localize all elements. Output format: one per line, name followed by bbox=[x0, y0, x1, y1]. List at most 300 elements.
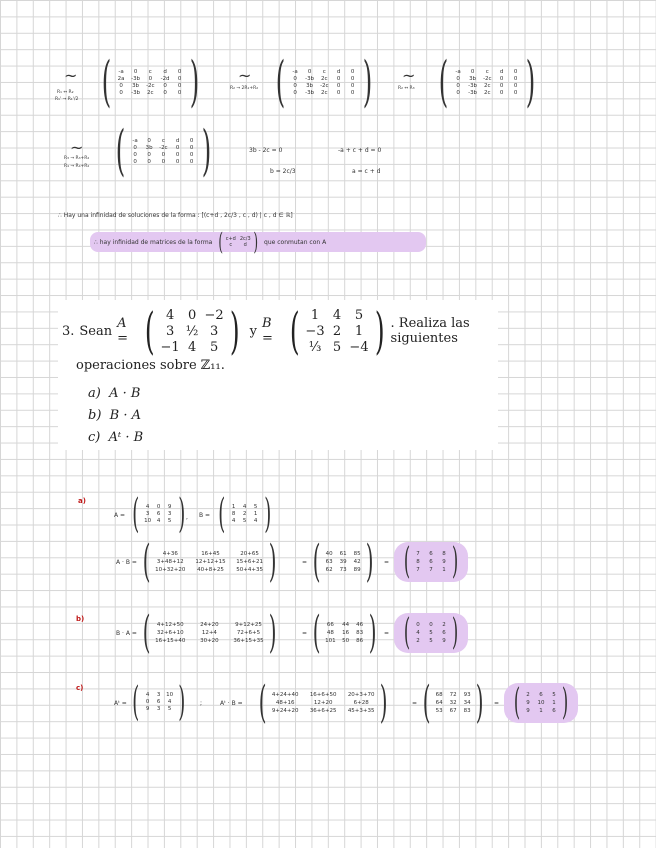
matrix-cell: 0 bbox=[429, 622, 433, 628]
matrix-cell: 6 bbox=[552, 708, 556, 714]
matrix-cell: 0 bbox=[133, 144, 137, 151]
matrix-cell: 0 bbox=[163, 82, 167, 89]
matrix-cell: 83 bbox=[356, 630, 364, 636]
sol-a-matrix-A-cells bbox=[144, 504, 174, 524]
matrix-a-printed: ( 4 0 −2 3 ½ 3 −1 4 5 ) bbox=[144, 302, 240, 360]
item-a-label: a) bbox=[88, 386, 101, 401]
row-op-2: R₂ → 2R₁+R₂ bbox=[230, 86, 259, 91]
matrix-cell: 0 bbox=[293, 89, 297, 96]
matrix-cell: 0 bbox=[177, 82, 182, 89]
sol-c-separator: ; bbox=[200, 700, 203, 707]
matrix-cell: 86 bbox=[356, 638, 364, 644]
solution-2: a = c + d bbox=[352, 168, 381, 175]
matrix-cell: 50+4+35 bbox=[236, 567, 263, 573]
matrix-cell: 6 bbox=[539, 692, 543, 698]
matrix-b-cells bbox=[304, 308, 370, 355]
matrix-cell: 0 bbox=[161, 151, 166, 158]
matrix-cell: −1 bbox=[160, 339, 180, 355]
matrix-cell: c bbox=[485, 68, 489, 75]
matrix-cell: 0 bbox=[350, 82, 355, 89]
matrix-cell: 0 bbox=[163, 89, 167, 96]
matrix-cell: -3b bbox=[131, 89, 141, 96]
matrix-cell: -a bbox=[292, 68, 298, 75]
tilde-3: ~ bbox=[402, 66, 416, 85]
matrix-cell: 0 bbox=[148, 75, 153, 82]
matrix-cell: 4 bbox=[332, 307, 342, 323]
sol-c-product-label: Aᵗ · B = bbox=[220, 700, 243, 707]
matrix-cell: 5 bbox=[253, 504, 258, 510]
matrix-cell: 3 bbox=[165, 323, 175, 339]
matrix-cell: 9 bbox=[442, 638, 446, 644]
matrix-cell: 0 bbox=[147, 158, 151, 165]
matrix-cell: 0 bbox=[350, 75, 355, 82]
matrix-cell: 0 bbox=[336, 89, 341, 96]
matrix-cell: 0 bbox=[175, 151, 180, 158]
conclusion-line-1: ∴ Hay una infinidad de soluciones de la forma : [(c+d , 2c/3 , c , d) | c , d ∈ ℝ] bbox=[58, 212, 293, 219]
matrix-cell: 3 bbox=[145, 511, 150, 517]
matrix-cell: 4 bbox=[145, 692, 150, 698]
matrix-cell: 2c bbox=[484, 89, 491, 96]
matrix-cell: 5 bbox=[552, 692, 556, 698]
solution-c-label: c) bbox=[76, 684, 84, 692]
matrix-cell: 67 bbox=[449, 708, 457, 714]
sol-c-eq-1: = bbox=[412, 700, 418, 707]
matrix-cell: 9 bbox=[145, 706, 150, 712]
matrix-cell: 2c bbox=[321, 75, 328, 82]
matrix-cell: c+d bbox=[225, 236, 236, 242]
item-a-expr: A · B bbox=[109, 386, 141, 401]
matrix-cell: 0 bbox=[147, 151, 151, 158]
matrix-cell: 1 bbox=[310, 307, 320, 323]
solution-a-label: a) bbox=[78, 497, 86, 505]
matrix-cell: 32+6+10 bbox=[156, 630, 184, 636]
matrix-cell: 61 bbox=[339, 551, 347, 557]
matrix-cell: 0 bbox=[175, 158, 180, 165]
matrix-cell: 4 bbox=[231, 518, 236, 524]
matrix-cell: 4 bbox=[167, 699, 172, 705]
matrix-cell: 2 bbox=[526, 692, 530, 698]
matrix-cell: 4 bbox=[165, 307, 175, 323]
matrix-cell: 10 bbox=[537, 700, 545, 706]
matrix-cell: −3 bbox=[305, 323, 325, 339]
sol-a-result-cells bbox=[325, 551, 361, 573]
conclusion-line-2 bbox=[90, 228, 426, 256]
matrix-cell: 7 bbox=[416, 551, 420, 557]
matrix-cell: 9 bbox=[167, 504, 172, 510]
matrix-cell: −4 bbox=[349, 339, 369, 355]
sol-a-matrix-B-cells bbox=[230, 504, 260, 524]
matrix-cell: 1 bbox=[253, 511, 258, 517]
row-op-1a: R₁ ↔ R₂ bbox=[57, 90, 74, 95]
row-op-4a: R₃ → R₃+R₂ bbox=[64, 156, 90, 161]
exercise-intro: Sean bbox=[79, 323, 113, 339]
matrix-cell: 10 bbox=[166, 692, 174, 698]
matrix-cell: 6 bbox=[429, 559, 433, 565]
sol-c-matrix-At: ( 4 3 10 0 6 4 9 3 5 ) bbox=[132, 679, 185, 725]
matrix-cell: -3b bbox=[305, 89, 315, 96]
matrix-cell: 0 bbox=[499, 75, 504, 82]
tilde-1: ~ bbox=[64, 66, 78, 85]
matrix-cell: 4+24+40 bbox=[271, 692, 299, 698]
matrix-cell: 64 bbox=[435, 700, 443, 706]
matrix-cell: 7 bbox=[416, 567, 420, 573]
matrix-cell: 5 bbox=[242, 518, 247, 524]
matrix-cell: 0 bbox=[177, 89, 182, 96]
matrix-cell: 12+20 bbox=[313, 700, 333, 706]
matrix-cell: 4 bbox=[253, 518, 258, 524]
matrix-cell: -2c bbox=[483, 75, 492, 82]
sol-a-B-label: B = bbox=[199, 512, 211, 519]
sol-b-final: ( 0 0 2 4 5 6 2 5 9 ) bbox=[394, 613, 468, 653]
matrix-cell: d bbox=[499, 68, 504, 75]
exercise-statement bbox=[62, 302, 498, 360]
matrix-cell: 53 bbox=[435, 708, 443, 714]
matrix-cell: 0 bbox=[119, 89, 123, 96]
matrix-cell: 4 bbox=[242, 504, 247, 510]
sol-a-expansion-cells bbox=[155, 551, 263, 573]
matrix-cell: 9 bbox=[442, 559, 446, 565]
matrix-cell: 5 bbox=[167, 518, 172, 524]
matrix-cell: 0 bbox=[187, 307, 197, 323]
matrix-cell: 89 bbox=[353, 567, 361, 573]
matrix-cell: 6 bbox=[156, 699, 161, 705]
matrix-cell: 15+6+21 bbox=[236, 559, 263, 565]
matrix-cell: 1 bbox=[442, 567, 446, 573]
matrix-cell: 0 bbox=[189, 137, 194, 144]
matrix-cell: 0 bbox=[456, 89, 460, 96]
matrix-cell: 48+16 bbox=[275, 700, 295, 706]
matrix-4-cells bbox=[131, 138, 196, 165]
matrix-cell: 101 bbox=[325, 638, 336, 644]
sol-a-eq-1: = bbox=[302, 559, 308, 566]
matrix-cell: 0 bbox=[470, 68, 475, 75]
sol-b-result: ( 66 44 46 48 16 83 101 50 86 ) bbox=[312, 607, 377, 658]
matrix-cell: 36+6+25 bbox=[309, 708, 337, 714]
row-op-4b: R₄ → R₄+R₂ bbox=[64, 164, 90, 169]
sol-c-matrix-At-cells bbox=[144, 692, 174, 712]
conclusion-matrix: ( c+d 2c/3 c d ) bbox=[218, 228, 258, 256]
exercise-item-b bbox=[88, 408, 141, 423]
sol-a-comma: , bbox=[186, 514, 188, 521]
matrix-cell: 0 bbox=[177, 68, 182, 75]
matrix-cell: 0 bbox=[513, 82, 518, 89]
matrix-cell: 72+6+5 bbox=[236, 630, 261, 636]
matrix-cell: 0 bbox=[177, 75, 182, 82]
matrix-cell: 62 bbox=[325, 567, 333, 573]
sol-a-final-cells bbox=[414, 551, 448, 573]
matrix-cell: -3b bbox=[468, 89, 478, 96]
matrix-cell: 9 bbox=[526, 708, 530, 714]
matrix-cell: 30+20 bbox=[200, 638, 219, 644]
matrix-cell: 0 bbox=[156, 504, 161, 510]
matrix-cell: -a bbox=[118, 68, 124, 75]
matrix-cell: 0 bbox=[499, 89, 504, 96]
sol-b-result-cells bbox=[325, 622, 364, 644]
matrix-cell: 4 bbox=[187, 339, 197, 355]
exercise-item-c bbox=[88, 430, 143, 445]
matrix-cell: 73 bbox=[339, 567, 347, 573]
sol-b-eq-2: = bbox=[384, 630, 390, 637]
matrix-cell: 46 bbox=[356, 622, 364, 628]
matrix-cell: 20+3+70 bbox=[347, 692, 375, 698]
matrix-cell: 12+4 bbox=[201, 630, 217, 636]
matrix-cell: c bbox=[161, 137, 165, 144]
sol-c-At-label: Aᵗ = bbox=[114, 700, 127, 707]
matrix-b-printed: ( 1 4 5 −3 2 1 ⅓ 5 −4 ) bbox=[289, 302, 385, 360]
row-op-1b: R₁' → R₁'/2 bbox=[55, 97, 79, 102]
matrix-cell: 0 bbox=[350, 68, 355, 75]
exercise-line-2: operaciones sobre ℤ₁₁. bbox=[76, 358, 225, 373]
matrix-cell: 3 bbox=[156, 706, 161, 712]
sol-c-final: ( 2 6 5 9 10 1 9 1 6 ) bbox=[504, 683, 578, 723]
matrix-cell: 4 bbox=[416, 630, 420, 636]
matrix-cell: 0 bbox=[307, 68, 312, 75]
sol-b-expansion-cells bbox=[155, 622, 263, 644]
matrix-cell: 1 bbox=[231, 504, 236, 510]
matrix-cell: 45+3+35 bbox=[347, 708, 375, 714]
matrix-cell: 16+45 bbox=[201, 551, 220, 557]
sol-c-result: ( 68 72 93 64 32 34 53 67 83 ) bbox=[422, 677, 484, 728]
matrix-cell: -3b bbox=[305, 75, 315, 82]
sol-a-product-label: A · B = bbox=[116, 559, 137, 566]
sol-a-expansion: ( 4+36 16+45 20+65 3+48+12 12+12+15 15+6+21 10+32+20 40+8+25 50+4+35 ) bbox=[142, 536, 277, 587]
matrix-cell: 93 bbox=[463, 692, 471, 698]
matrix-1: ( -a 0 c d 0 2a -3b 0 -2d 0 0 3b -2c 0 0 0 -3b 2c 0 0 ) bbox=[101, 50, 199, 113]
matrix-cell: 12+12+15 bbox=[195, 559, 226, 565]
item-b-expr: B · A bbox=[109, 408, 142, 423]
solution-1: b = 2c/3 bbox=[270, 168, 296, 175]
matrix-cell: d bbox=[336, 68, 341, 75]
matrix-3-cells bbox=[454, 69, 520, 96]
matrix-cell: 0 bbox=[416, 622, 420, 628]
item-c-label: c) bbox=[88, 430, 101, 445]
matrix-cell: 0 bbox=[513, 75, 518, 82]
matrix-cell: 0 bbox=[145, 699, 150, 705]
matrix-b-label: B = bbox=[261, 316, 273, 346]
matrix-cell: 66 bbox=[326, 622, 334, 628]
matrix-cell: 9+12+25 bbox=[235, 622, 262, 628]
matrix-cell: 0 bbox=[456, 82, 460, 89]
matrix-cell: 0 bbox=[161, 158, 166, 165]
matrix-cell: 3b bbox=[306, 82, 314, 89]
matrix-cell: 20+65 bbox=[240, 551, 259, 557]
sol-c-final-cells bbox=[524, 692, 558, 714]
matrix-cell: 4 bbox=[156, 518, 161, 524]
matrix-cell: 39 bbox=[339, 559, 347, 565]
equation-1: 3b - 2c = 0 bbox=[249, 147, 283, 154]
matrix-cell: 0 bbox=[513, 68, 518, 75]
matrix-cell: 0 bbox=[189, 158, 194, 165]
matrix-cell: 8 bbox=[416, 559, 420, 565]
conclusion-matrix-cells bbox=[226, 236, 251, 248]
matrix-cell: 0 bbox=[336, 75, 341, 82]
sol-c-expansion: ( 4+24+40 16+6+50 20+3+70 48+16 12+20 6+28 9+24+20 36+6+25 45+3+35 ) bbox=[258, 677, 388, 728]
matrix-cell: -3b bbox=[468, 82, 478, 89]
sol-a-matrix-A: ( 4 0 9 3 6 3 10 4 5 ) bbox=[132, 491, 185, 537]
matrix-cell: c bbox=[229, 242, 233, 248]
matrix-cell: 40 bbox=[325, 551, 333, 557]
matrix-cell: 0 bbox=[147, 137, 151, 144]
matrix-cell: 1 bbox=[354, 323, 364, 339]
matrix-cell: 4+36 bbox=[162, 551, 178, 557]
exercise-and: y bbox=[249, 323, 257, 339]
matrix-cell: 0 bbox=[189, 144, 194, 151]
matrix-cell: 16 bbox=[342, 630, 350, 636]
matrix-cell: 0 bbox=[513, 89, 518, 96]
matrix-cell: 0 bbox=[336, 82, 341, 89]
matrix-cell: 16+15+40 bbox=[155, 638, 186, 644]
matrix-cell: 0 bbox=[456, 75, 460, 82]
matrix-cell: 4 bbox=[145, 504, 150, 510]
matrix-cell: 72 bbox=[449, 692, 457, 698]
matrix-cell: 3 bbox=[209, 323, 219, 339]
matrix-3: ( -a 0 c d 0 0 3b -2c 0 0 0 -3b 2c 0 0 0 -3b 2c 0 0 ) bbox=[438, 50, 535, 113]
matrix-cell: 2c/3 bbox=[239, 236, 251, 242]
matrix-cell: 0 bbox=[175, 144, 180, 151]
matrix-cell: 2c bbox=[484, 82, 491, 89]
matrix-cell: 6+28 bbox=[353, 700, 369, 706]
conclusion-line-2-post: que conmutan con A bbox=[264, 238, 327, 246]
exercise-tail: . Realiza las siguientes bbox=[390, 316, 470, 346]
sol-a-A-label: A = bbox=[114, 512, 126, 519]
matrix-cell: 3b bbox=[145, 144, 153, 151]
matrix-cell: 0 bbox=[133, 68, 138, 75]
matrix-cell: -2d bbox=[160, 75, 170, 82]
matrix-cell: 2c bbox=[147, 89, 154, 96]
matrix-cell: d bbox=[243, 242, 247, 248]
matrix-cell: 0 bbox=[350, 89, 355, 96]
matrix-cell: -3b bbox=[131, 75, 141, 82]
matrix-cell: 10+32+20 bbox=[155, 567, 186, 573]
exercise-number: 3. bbox=[62, 323, 75, 339]
sol-c-expansion-cells bbox=[271, 692, 375, 714]
matrix-cell: 42 bbox=[353, 559, 361, 565]
matrix-a-label: A = bbox=[117, 316, 129, 346]
matrix-cell: 5 bbox=[429, 638, 433, 644]
matrix-cell: d bbox=[175, 137, 180, 144]
sol-b-final-cells bbox=[414, 622, 448, 644]
matrix-2-cells bbox=[291, 69, 357, 96]
matrix-cell: ⅓ bbox=[308, 339, 322, 355]
matrix-cell: 48 bbox=[326, 630, 334, 636]
item-c-expr: Aᵗ · B bbox=[108, 430, 144, 445]
conclusion-line-2-pre: ∴ hay infinidad de matrices de la forma bbox=[94, 238, 213, 246]
matrix-cell: d bbox=[163, 68, 167, 75]
matrix-cell: 2c bbox=[321, 89, 328, 96]
matrix-cell: -2c bbox=[159, 144, 168, 151]
matrix-cell: 44 bbox=[342, 622, 350, 628]
matrix-4: ( -a 0 c d 0 0 3b -2c 0 0 0 0 0 0 0 0 0 0 0 0 ) bbox=[115, 119, 211, 182]
matrix-cell: 6 bbox=[442, 630, 446, 636]
matrix-cell: 0 bbox=[293, 82, 297, 89]
exercise-box bbox=[58, 300, 498, 450]
matrix-cell: 3b bbox=[469, 75, 477, 82]
matrix-cell: 3+48+12 bbox=[156, 559, 184, 565]
exercise-item-a bbox=[88, 386, 140, 401]
equation-2: -a + c + d = 0 bbox=[338, 147, 382, 154]
matrix-cell: 0 bbox=[499, 82, 504, 89]
matrix-cell: 0 bbox=[133, 158, 137, 165]
tilde-2: ~ bbox=[238, 66, 252, 85]
matrix-cell: 8 bbox=[231, 511, 236, 517]
matrix-1-cells bbox=[117, 69, 183, 96]
matrix-cell: 10 bbox=[144, 518, 152, 524]
matrix-cell: 34 bbox=[463, 700, 471, 706]
sol-b-product-label: B · A = bbox=[116, 630, 137, 637]
sol-c-result-cells bbox=[435, 692, 471, 714]
matrix-cell: -a bbox=[455, 68, 461, 75]
matrix-cell: 9 bbox=[526, 700, 530, 706]
matrix-cell: 85 bbox=[353, 551, 361, 557]
matrix-cell: 5 bbox=[354, 307, 364, 323]
matrix-cell: −2 bbox=[204, 307, 224, 323]
matrix-cell: 1 bbox=[539, 708, 543, 714]
matrix-cell: 3 bbox=[156, 692, 161, 698]
matrix-cell: 2a bbox=[117, 75, 125, 82]
matrix-cell: 24+20 bbox=[200, 622, 219, 628]
sol-b-expansion: ( 4+12+50 24+20 9+12+25 32+6+10 12+4 72+6+5 16+15+40 30+20 36+15+35 ) bbox=[142, 607, 277, 658]
matrix-cell: 36+15+35 bbox=[233, 638, 264, 644]
tilde-4: ~ bbox=[70, 138, 84, 157]
matrix-cell: 5 bbox=[209, 339, 219, 355]
matrix-cell: -a bbox=[132, 137, 138, 144]
matrix-cell: 40+8+25 bbox=[197, 567, 224, 573]
matrix-a-cells bbox=[159, 308, 225, 355]
matrix-cell: 2 bbox=[442, 622, 446, 628]
matrix-cell: 5 bbox=[429, 630, 433, 636]
sol-a-matrix-B: ( 1 4 5 8 2 1 4 5 4 ) bbox=[218, 491, 271, 537]
matrix-cell: -2c bbox=[320, 82, 329, 89]
matrix-cell: 63 bbox=[325, 559, 333, 565]
matrix-cell: 0 bbox=[293, 75, 297, 82]
matrix-cell: 3 bbox=[167, 511, 172, 517]
matrix-cell: 16+6+50 bbox=[309, 692, 337, 698]
sol-b-eq-1: = bbox=[302, 630, 308, 637]
matrix-cell: 8 bbox=[442, 551, 446, 557]
matrix-cell: 2 bbox=[416, 638, 420, 644]
matrix-cell: 5 bbox=[332, 339, 342, 355]
matrix-cell: 0 bbox=[133, 151, 137, 158]
row-op-3: R₂ ↔ R₃ bbox=[398, 86, 415, 91]
matrix-cell: 68 bbox=[435, 692, 443, 698]
matrix-cell: 7 bbox=[429, 567, 433, 573]
matrix-cell: 6 bbox=[156, 511, 161, 517]
matrix-cell: 83 bbox=[463, 708, 471, 714]
matrix-cell: 32 bbox=[449, 700, 457, 706]
solution-b-label: b) bbox=[76, 615, 85, 623]
sol-a-final: ( 7 6 8 8 6 9 7 7 1 ) bbox=[394, 542, 468, 582]
matrix-cell: 0 bbox=[189, 151, 194, 158]
matrix-cell: 5 bbox=[167, 706, 172, 712]
matrix-cell: 3b bbox=[132, 82, 140, 89]
matrix-cell: c bbox=[322, 68, 326, 75]
matrix-cell: 2 bbox=[242, 511, 247, 517]
sol-a-result: ( 40 61 85 63 39 42 62 73 89 ) bbox=[312, 536, 374, 587]
matrix-cell: 2 bbox=[332, 323, 342, 339]
matrix-cell: 0 bbox=[119, 82, 123, 89]
matrix-cell: 50 bbox=[342, 638, 350, 644]
matrix-cell: 6 bbox=[429, 551, 433, 557]
matrix-cell: c bbox=[148, 68, 152, 75]
matrix-cell: 4+12+50 bbox=[156, 622, 184, 628]
sol-a-eq-2: = bbox=[384, 559, 390, 566]
sol-c-eq-2: = bbox=[494, 700, 500, 707]
item-b-label: b) bbox=[88, 408, 102, 423]
matrix-cell: 9+24+20 bbox=[271, 708, 299, 714]
matrix-cell: ½ bbox=[185, 323, 199, 339]
matrix-2: ( -a 0 c d 0 0 -3b 2c 0 0 0 3b -2c 0 0 0 -3b 2c 0 0 ) bbox=[275, 50, 372, 113]
matrix-cell: -2c bbox=[146, 82, 155, 89]
